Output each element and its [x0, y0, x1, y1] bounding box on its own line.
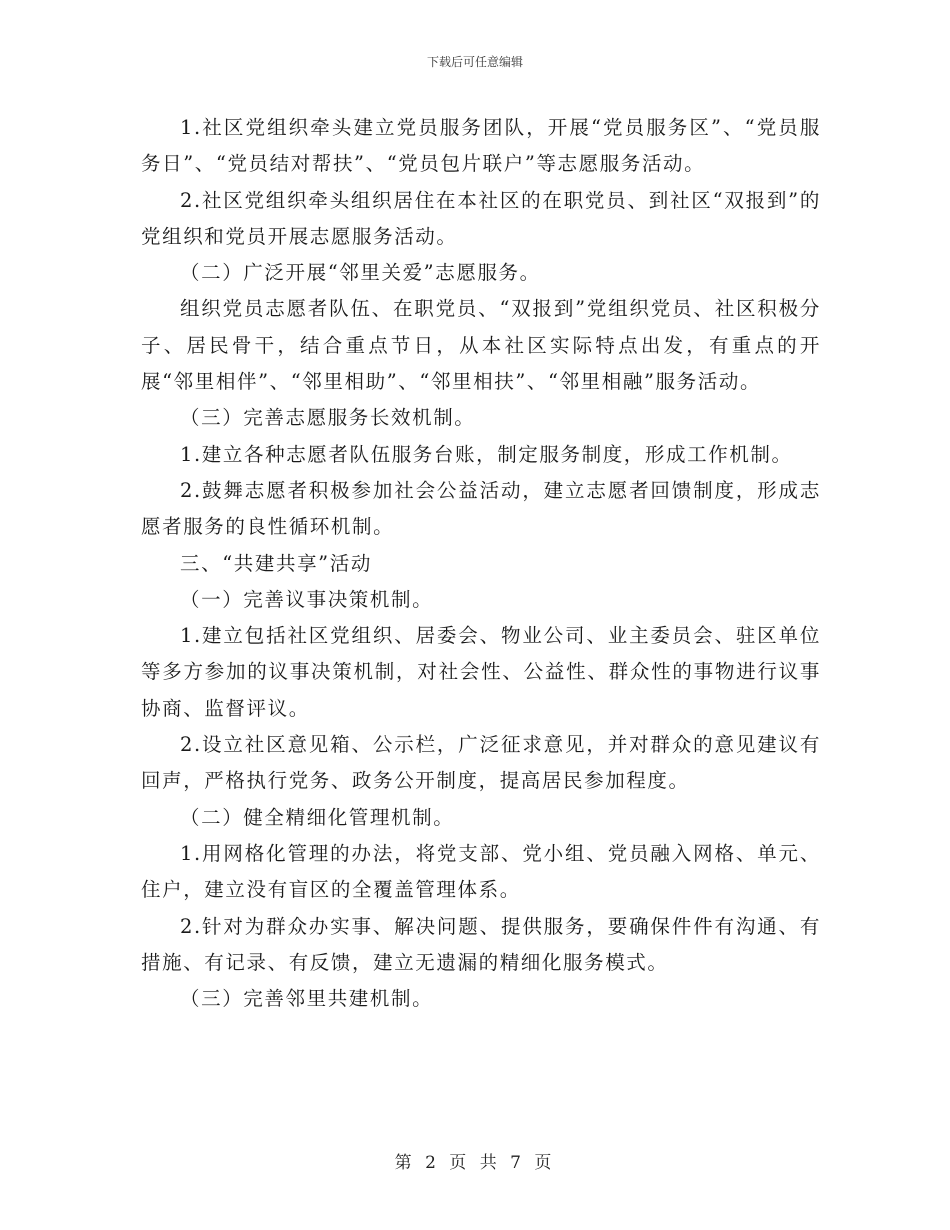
section-heading: （三）完善志愿服务长效机制。: [180, 406, 476, 430]
section-heading: 三、“共建共享”活动: [180, 551, 372, 575]
page-header-note: 下载后可任意编辑: [426, 55, 523, 69]
paragraph: 2.社区党组织牵头组织居住在本社区的在职党员、到社区“双报到”的党组织和党员开展志愿服务活动。: [141, 188, 821, 248]
paragraph: 1.社区党组织牵头建立党员服务团队，开展“党员服务区”、“党员服务日”、“党员结对帮扶”、“党员包片联户”等志愿服务活动。: [141, 116, 821, 176]
paragraph: 组织党员志愿者队伍、在职党员、“双报到”党组织党员、社区积极分子、居民骨干，结合重点节日，从本社区实际特点出发，有重点的开展“邻里相伴”、“邻里相助”、“邻里相扶”、“邻里相融”服务活动。: [141, 297, 821, 394]
section-heading: （一）完善议事决策机制。: [180, 587, 434, 611]
paragraph: 1.建立各种志愿者队伍服务台账，制定服务制度，形成工作机制。: [180, 442, 793, 466]
paragraph: 1.建立包括社区党组织、居委会、物业公司、业主委员会、驻区单位等多方参加的议事决策机制，对社会性、公益性、群众性的事物进行议事协商、监督评议。: [141, 624, 821, 720]
paragraph: 2.鼓舞志愿者积极参加社会公益活动，建立志愿者回馈制度，形成志愿者服务的良性循环机制。: [141, 478, 821, 539]
section-heading: （二）广泛开展“邻里关爱”志愿服务。: [180, 261, 541, 285]
paragraph: 2.设立社区意见箱、公示栏，广泛征求意见，并对群众的意见建议有回声，严格执行党务、政务公开制度，提高居民参加程度。: [141, 733, 821, 793]
section-heading: （二）健全精细化管理机制。: [180, 805, 455, 829]
section-heading: （三）完善邻里共建机制。: [180, 987, 434, 1011]
paragraph: 2.针对为群众办实事、解决问题、提供服务，要确保件件有沟通、有措施、有记录、有反馈，建立无遗漏的精细化服务模式。: [141, 914, 821, 974]
paragraph: 1.用网格化管理的办法，将党支部、党小组、党员融入网格、单元、住户，建立没有盲区的全覆盖管理体系。: [141, 841, 821, 902]
page-number-footer: 第 2 页 共 7 页: [394, 1153, 556, 1173]
document-body: [141, 110, 821, 1017]
